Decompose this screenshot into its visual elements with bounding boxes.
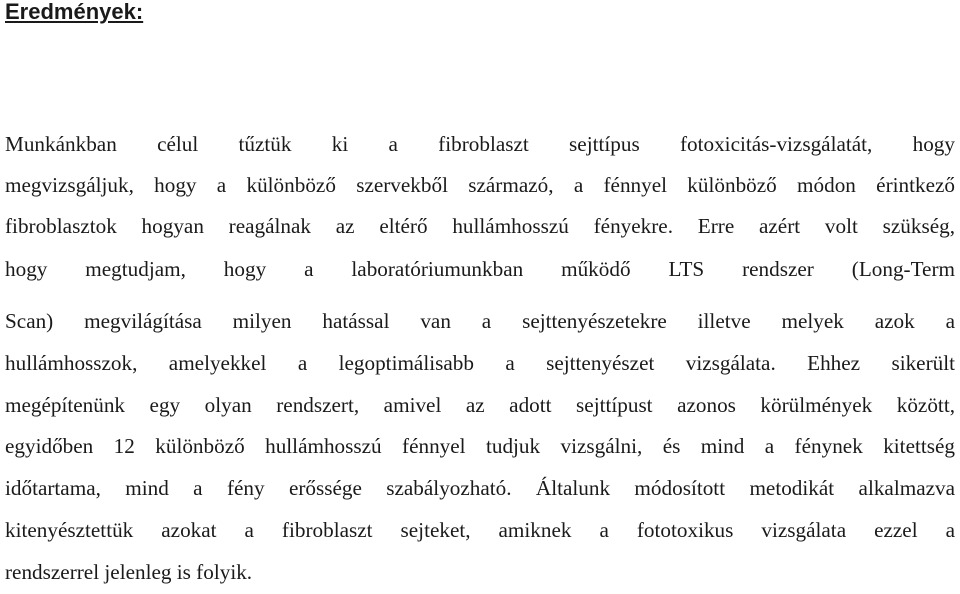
paragraph-line: hullámhosszok, amelyekkel a legoptimálisabb a sejttenyészet vizsgálata. Ehhez sikerült: [5, 351, 955, 375]
paragraph-line: egyidőben 12 különböző hullámhosszú fénnyel tudjuk vizsgálni, és mind a fénynek kitettség: [5, 434, 955, 458]
paragraph-line: időtartama, mind a fény erőssége szabályozható. Általunk módosított metodikát alkalmazva: [5, 476, 955, 500]
paragraph-line: Scan) megvilágítása milyen hatással van a sejttenyészetekre illetve melyek azok a: [5, 309, 955, 333]
paragraph-line: Munkánkban célul tűztük ki a fibroblaszt sejttípus fotoxicitás-vizsgálatát, hogy: [5, 132, 955, 156]
paragraph-line: rendszerrel jelenleg is folyik.: [5, 560, 253, 584]
section-heading: Eredmények:: [5, 0, 144, 24]
paragraph-line: kitenyésztettük azokat a fibroblaszt sejteket, amiknek a fototoxikus vizsgálata ezzel a: [5, 518, 955, 542]
paragraph-line: fibroblasztok hogyan reagálnak az eltérő hullámhosszú fényekre. Erre azért volt szükség,: [5, 214, 955, 238]
paragraph-line: hogy megtudjam, hogy a laboratóriumunkban működő LTS rendszer (Long-Term: [5, 257, 955, 281]
paragraph-line: megépítenünk egy olyan rendszert, amivel az adott sejttípust azonos körülmények között,: [5, 393, 955, 417]
paragraph-line: megvizsgáljuk, hogy a különböző szervekből származó, a fénnyel különböző módon érintkező: [5, 173, 955, 197]
